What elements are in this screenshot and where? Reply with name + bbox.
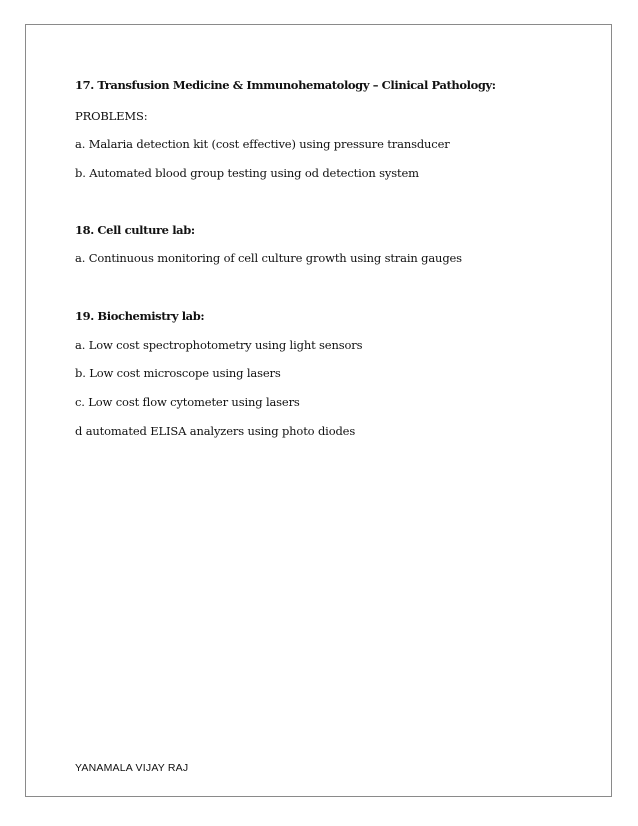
section-19-heading: 19. Biochemistry lab: — [75, 309, 205, 323]
list-item: b. Automated blood group testing using od detection system — [75, 166, 419, 180]
section-17-heading: 17. Transfusion Medicine & Immunohematology – Clinical Pathology: — [75, 78, 496, 92]
list-item: a. Malaria detection kit (cost effective) using pressure transducer — [75, 137, 450, 151]
problems-label: PROBLEMS: — [75, 109, 148, 123]
section-18-heading: 18. Cell culture lab: — [75, 223, 195, 237]
list-item: d automated ELISA analyzers using photo diodes — [75, 424, 356, 438]
list-item: b. Low cost microscope using lasers — [75, 366, 281, 380]
list-item: a. Low cost spectrophotometry using light sensors — [75, 338, 363, 352]
list-item: a. Continuous monitoring of cell culture growth using strain gauges — [75, 251, 462, 265]
list-item: c. Low cost flow cytometer using lasers — [75, 395, 300, 409]
footer-author: YANAMALA VIJAY RAJ — [75, 762, 189, 774]
